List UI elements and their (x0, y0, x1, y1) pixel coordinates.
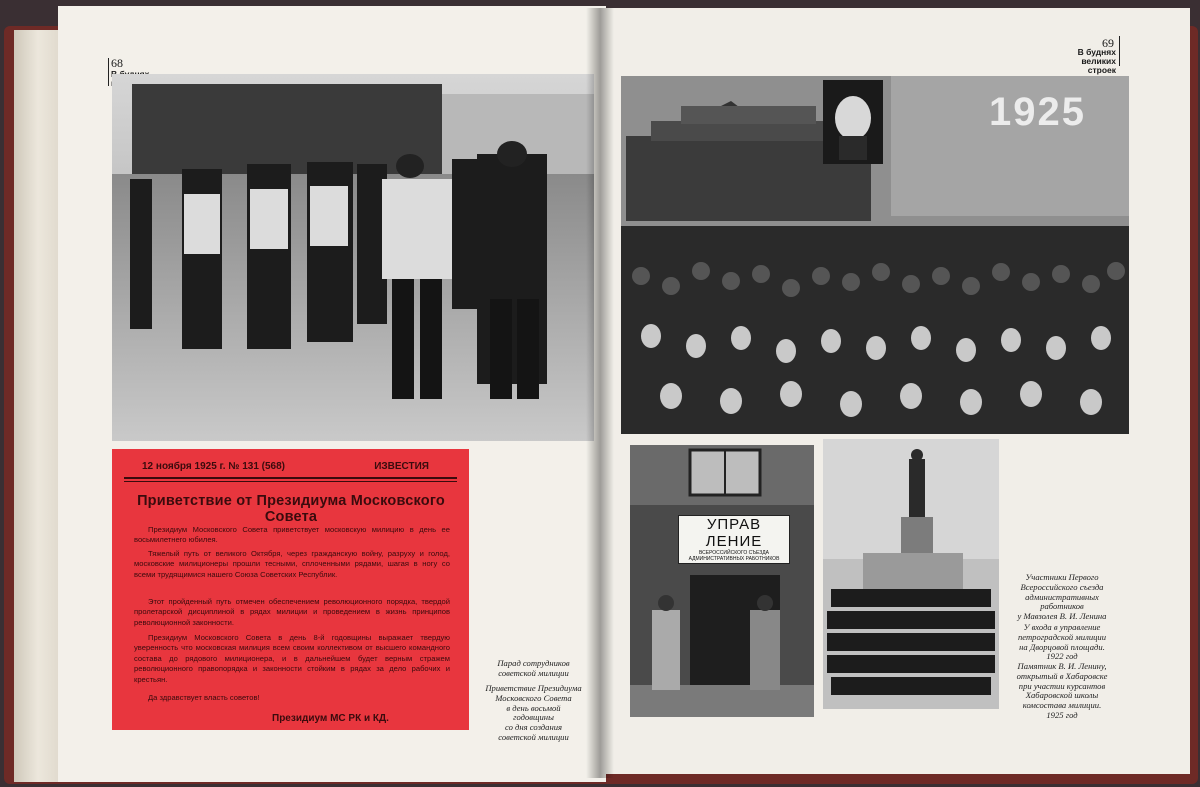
clipping-date: 12 ноября 1925 г. № 131 (568) (142, 461, 285, 472)
right-page-number: 69 (1102, 36, 1114, 50)
masthead-rule (124, 477, 457, 479)
signboard (678, 515, 790, 564)
running-head-rule (1119, 36, 1120, 66)
clipping-paragraph: Да здравствует власть советов! (148, 693, 260, 702)
signboard-main-text: УПРАВ ЛЕНИЕ (705, 516, 763, 550)
running-head-rule (108, 58, 109, 86)
mausoleum-crowd-photo (621, 76, 1129, 434)
left-page-number: 68 (111, 56, 123, 70)
caption-clipping: Приветствие Президиума Московского Совета в день восьмой годовщины со дня создания советской милиции (485, 683, 582, 742)
caption-parade: Парад сотрудников советской милиции (497, 658, 570, 678)
caption-petrograd: У входа в управление петроградской милиции на Дворцовой площади. 1922 год (1017, 622, 1107, 662)
signboard-subtext: ВСЕРОССИЙСКОГО СЪЕЗДА (698, 550, 770, 556)
clipping-paragraph: Тяжелый путь от великого Октября, через гражданскую войну, разруху и голод, московские милиционеры прошли тесными, сплоченными рядами, шагая в ногу со всеми трудящимися нашего Союза Советских Республик. (134, 549, 450, 579)
izvestia-clipping (112, 449, 469, 730)
right-running-head: В буднях великих строек (1077, 47, 1116, 75)
masthead-rule-thin (124, 481, 457, 482)
clipping-headline: Приветствие от Президиума Московского Совета (137, 493, 445, 525)
clipping-paragraph: Этот пройденный путь отмечен обеспечением революционного порядка, твердой пролетарской дисциплиной в рядах милиции и проведением в жизнь принципов революционной законности. (134, 597, 450, 627)
clipping-paper-name: ИЗВЕСТИЯ (374, 461, 429, 472)
book-spine-gutter (586, 8, 614, 778)
petrograd-entrance-photo (630, 445, 814, 717)
clipping-masthead (112, 461, 469, 475)
clipping-paragraph: Президиум Московского Совета приветствует московскую милицию в день ее восьмилетнего юбилея. (134, 525, 450, 545)
year-banner: 1925 (989, 90, 1086, 134)
caption-khabarovsk: Памятник В. И. Ленину, открытый в Хабаровске при участии курсантов Хабаровской школы комсостава милиции. 1925 год (1016, 661, 1108, 720)
parade-photo (112, 74, 594, 441)
clipping-paragraph: Президиум Московского Совета в день 8-й годовщины выражает твердую уверенность что московская милиция всем своим коллективом от высшего командного состава до рядового милиционера, и в дальнейшем будет верным стражем революционного правопорядка и законности стойким в рядах за дело рабочих и крестьян. (134, 633, 450, 684)
clipping-signature: Президиум МС РК и КД. (272, 713, 389, 724)
khabarovsk-monument-photo (823, 439, 999, 709)
caption-mausoleum: Участники Первого Всероссийского съезда административных работников у Мавзолея В. И. Ленина (1017, 572, 1107, 622)
signboard-subtext: АДМИНИСТРАТИВНЫХ РАБОТНИКОВ (688, 556, 780, 562)
